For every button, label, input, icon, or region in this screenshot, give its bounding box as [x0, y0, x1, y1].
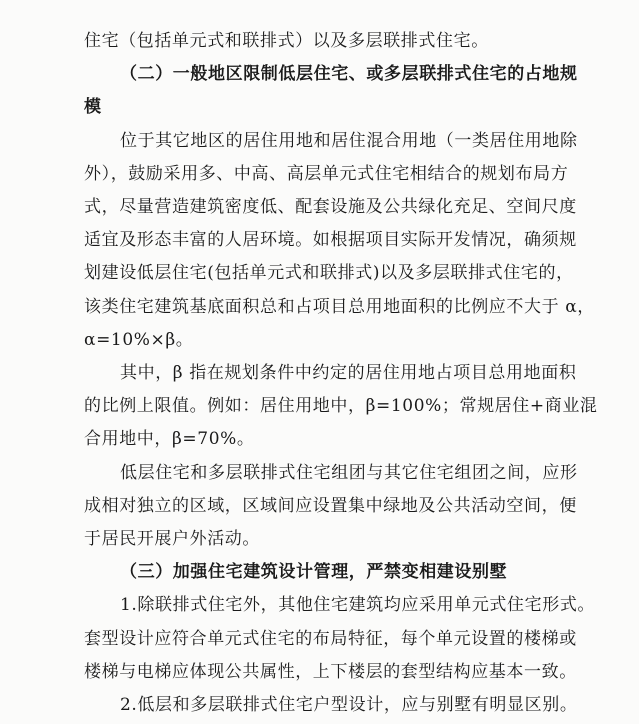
section-heading-2-cont: 模 [84, 97, 102, 117]
formula-line: α=10%×β。 [84, 330, 194, 350]
text-line-7: 适宜及形态丰富的人居环境。如根据项目实际开发情况，确须规 [84, 230, 577, 250]
text-line-5: 外），鼓励采用多、中高、高层单元式住宅相结合的规划布局方 [84, 164, 569, 184]
text-line-12: 的比例上限值。例如：居住用地中，β=100%；常规居住+商业混 [84, 396, 598, 416]
text-line-8: 划建设低层住宅(包括单元式和联排式)以及多层联排式住宅的， [84, 263, 574, 283]
text-line-16: 于居民开展户外活动。 [84, 529, 260, 549]
text-line-15: 成相对独立的区域，区域间应设置集中绿地及公共活动空间，便 [84, 496, 577, 516]
text-line-13: 合用地中，β=70%。 [84, 429, 255, 449]
text-line-11: 其中，β 指在规划条件中约定的居住用地占项目总用地面积 [120, 363, 577, 383]
text-line-9: 该类住宅建筑基底面积总和占项目总用地面积的比例应不大于 α， [84, 297, 595, 317]
text-line-4: 位于其它地区的居住用地和居住混合用地（一类居住用地除 [120, 131, 578, 151]
text-line-19: 套型设计应符合单元式住宅的布局特征，每个单元设置的楼梯或 [84, 629, 577, 649]
text-line-14: 低层住宅和多层联排式住宅组团与其它住宅组团之间，应形 [120, 463, 578, 483]
text-line-20: 楼梯与电梯应体现公共属性，上下楼层的套型结构应基本一致。 [84, 662, 577, 682]
text-line-18: 1.除联排式住宅外，其他住宅建筑均应采用单元式住宅形式。 [120, 595, 596, 615]
text-line-6: 式，尽量营造建筑密度低、配套设施及公共绿化充足、空间尺度 [84, 197, 577, 217]
section-heading-2: （二）一般地区限制低层住宅、或多层联排式住宅的占地规 [120, 64, 578, 84]
text-line-21: 2.低层和多层联排式住宅户型设计，应与别墅有明显区别。 [120, 695, 578, 715]
text-line-1: 住宅（包括单元式和联排式）以及多层联排式住宅。 [84, 31, 489, 51]
section-heading-3: （三）加强住宅建筑设计管理，严禁变相建设别墅 [120, 562, 508, 582]
